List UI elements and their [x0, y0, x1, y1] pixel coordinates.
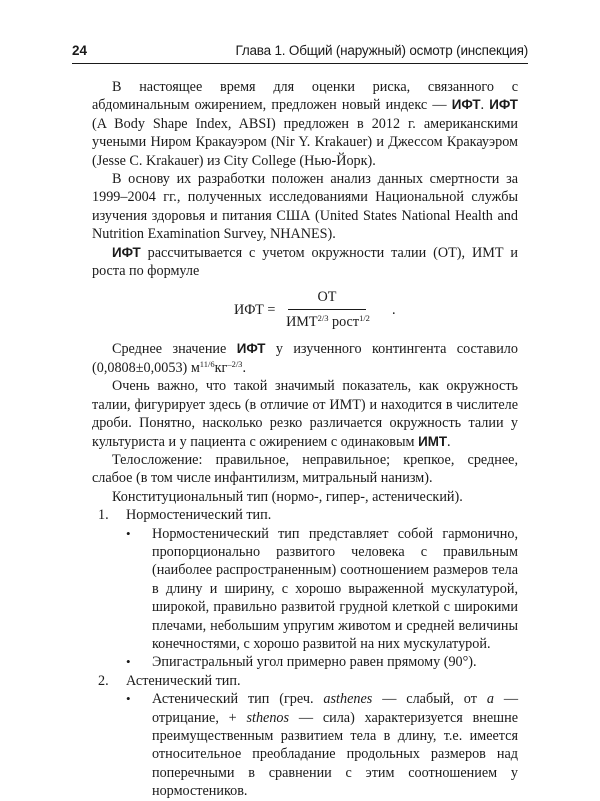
absi-formula: [92, 284, 518, 338]
text: .: [447, 433, 451, 450]
text: Среднее значение: [112, 341, 237, 358]
list-marker: 2.: [98, 672, 109, 689]
den-height-exponent: 1/2: [359, 313, 370, 324]
bullet-icon: •: [126, 654, 131, 670]
text: (A Body Shape Index, ABSI) предложен в 2012 г. американскими учеными Ниром Кракауэром (Nir Y. Krakauer) и Джессом Кракауэром (Jesse C. Krakauer) из City College (Нью-Йорк).: [92, 115, 518, 169]
text: В настоящее время для оценки риска, связанного с абдоминальным ожирением, предложен новый индекс —: [92, 79, 518, 114]
den-height: рост: [328, 314, 360, 331]
bold-term: ИМТ: [418, 433, 448, 449]
bullet-epigastric-angle: [126, 653, 518, 671]
text: .: [480, 97, 490, 114]
bullet-normosthenic-description: [126, 525, 518, 654]
bullet-asthenic-description: [126, 690, 519, 800]
bullet-text: Нормостенический тип представляет собой гармонично, пропорционально развитого человека с правильным (наиболее распространенным) соотношением размеров тела в длину и ширину, с хорошо выраженной мускулатурой, широкой, правильно развитой грудной клеткой с широкими плечами, небольшим упругим животом и средней величины конечностями, с хорошо развитой на них мускулатурой.: [152, 525, 518, 652]
fraction-bar: [288, 309, 366, 310]
formula-numerator: ОТ: [317, 289, 337, 306]
unit-exponent: –2/3: [227, 358, 243, 369]
text: у изученного контингента составило (0,0808±0,0053) м: [92, 341, 518, 376]
list-marker: 1.: [98, 507, 109, 524]
list-item-asthenic: [98, 672, 518, 690]
chapter-title: Глава 1. Общий (наружный) осмотр (инспекция): [235, 43, 528, 58]
text: — слабый, от: [372, 691, 487, 708]
bold-term: ИФТ: [451, 97, 481, 113]
bold-term: ИФТ: [112, 244, 141, 260]
bullet-icon: •: [126, 525, 131, 541]
list-item-label: Нормостенический тип.: [126, 507, 272, 524]
italic-term: a: [486, 691, 494, 708]
paragraph-nhanes: В основу их разработки положен анализ данных смертности за 1999–2004 гг., полученных исследованиями Национальной службы изучения здоровья и питания США (United States National Health and Nutrition Examination Survey, NHANES).: [92, 171, 518, 243]
header-rule: [72, 63, 528, 64]
text: кг: [214, 359, 228, 376]
paragraph-physique: Телосложение: правильное, неправильное; крепкое, среднее, слабое (в том числе инфантилизм, митральный нанизм).: [92, 451, 518, 487]
bold-term: ИФТ: [489, 97, 518, 113]
den-imt-exponent: 2/3: [317, 313, 329, 324]
text: .: [242, 359, 246, 376]
formula-end: .: [392, 302, 396, 319]
text: Очень важно, что такой значимый показатель, как окружность талии, фигурирует здесь (в отличие от ИМТ) и находится в числителе дроби. Понятно, насколько резко различается окружность талии у культуриста и у пациента с ожирением с одинаковым: [92, 378, 518, 450]
paragraph-mean-value: [92, 340, 518, 377]
paragraph-constitution: Конституциональный тип (нормо-, гипер-, астенический).: [112, 488, 463, 505]
list-item-normosthenic: [98, 506, 518, 524]
text: Астенический тип (греч.: [152, 691, 324, 708]
bold-term: ИФТ: [236, 341, 266, 357]
text: — отрицание, +: [152, 691, 519, 726]
page-body: [92, 78, 518, 801]
italic-term: sthenos: [246, 709, 290, 726]
text: — сила) характеризуется внешне преимущественным развитием тела в длину, т.е. имеется относительное преобладание продольных размеров над поперечными в сравнении с этим соотношением у нормостеников.: [152, 709, 518, 800]
unit-exponent: 11/6: [199, 358, 215, 369]
bullet-text: Эпигастральный угол примерно равен прямому (90°).: [152, 654, 477, 671]
page-number: 24: [72, 43, 88, 58]
running-header: [72, 43, 528, 63]
paragraph-waist-importance: [92, 377, 518, 451]
formula-denominator: [282, 313, 374, 331]
italic-term: asthenes: [323, 691, 373, 708]
formula-lhs: ИФТ =: [234, 302, 276, 319]
paragraph-formula-intro: [92, 244, 518, 281]
den-imt: ИМТ: [286, 314, 318, 331]
bullet-icon: •: [126, 691, 131, 707]
list-item-label: Астенический тип.: [126, 672, 241, 689]
paragraph-absi-intro: [92, 78, 518, 170]
text: рассчитывается с учетом окружности талии (ОТ), ИМТ и роста по формуле: [92, 244, 518, 280]
